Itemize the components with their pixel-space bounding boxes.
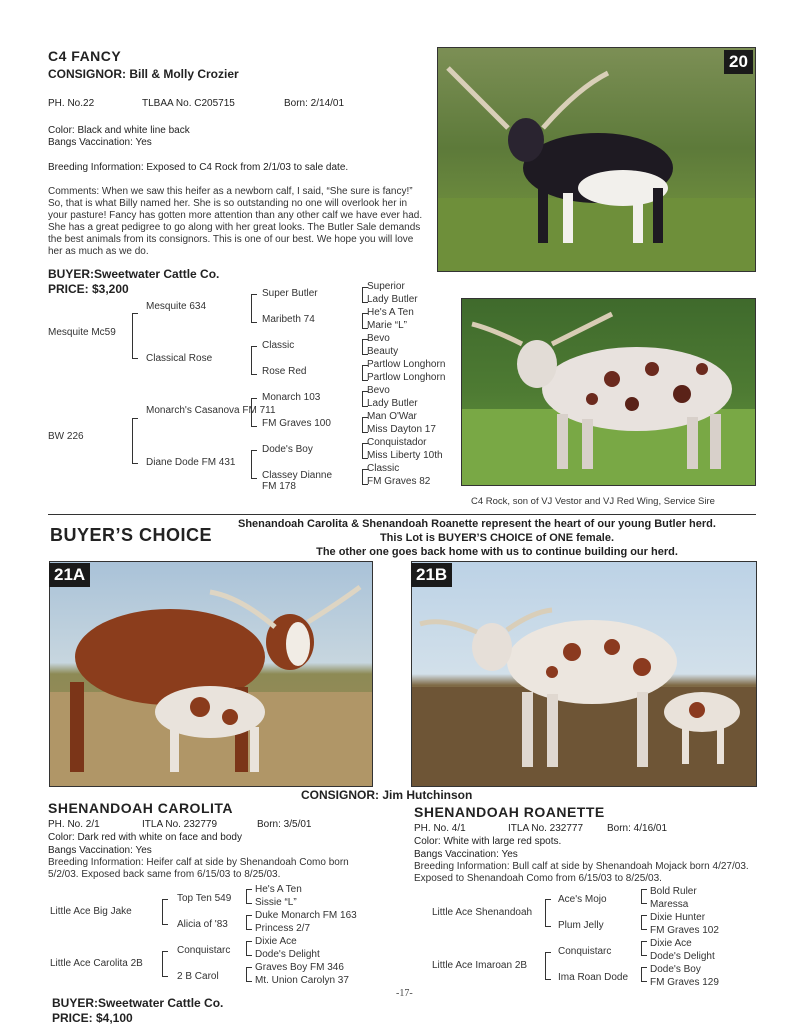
service-sire-caption: C4 Rock, son of VJ Vestor and VJ Red Wing, Service Sire — [471, 496, 715, 507]
bracket — [545, 899, 551, 927]
pedigree-g1: Alicia of '83 — [177, 919, 228, 930]
service-sire-photo — [461, 298, 756, 486]
pedigree-dam: BW 226 — [48, 431, 84, 442]
pedigree-g3: Lady Butler — [367, 398, 418, 409]
bracket — [641, 941, 647, 956]
pedigree-g3: Miss Dayton 17 — [367, 424, 436, 435]
lot21a-title: SHENANDOAH CAROLITA — [48, 800, 234, 816]
lot21b-born: Born: 4/16/01 — [607, 823, 668, 834]
bracket — [251, 398, 257, 427]
pedigree-g2: Dode's Boy — [262, 444, 313, 455]
pedigree-g3: FM Graves 82 — [367, 476, 431, 487]
lot21a-itla: ITLA No. 232779 — [142, 819, 218, 830]
bracket — [641, 889, 647, 904]
pedigree-g3: Miss Liberty 10th — [367, 450, 443, 461]
pedigree-g3: Bevo — [367, 333, 390, 344]
bracket — [246, 889, 252, 904]
lot21b-bangs: Bangs Vaccination: Yes — [414, 849, 518, 860]
pedigree-g1: Ace's Mojo — [558, 894, 607, 905]
pedigree-g2: Mt. Union Carolyn 37 — [255, 975, 349, 986]
pedigree-g3: Classic — [367, 463, 400, 474]
lot21a-bangs: Bangs Vaccination: Yes — [48, 845, 152, 856]
pedigree-g2: Graves Boy FM 346 — [255, 962, 344, 973]
pedigree-g2: Dode's Boy — [650, 964, 701, 975]
pedigree-g3: Marie “L” — [367, 320, 408, 331]
bracket — [246, 967, 252, 982]
bracket — [162, 951, 168, 977]
lot20-comments: Comments: When we saw this heifer as a newborn calf, I said, “She sure is fancy!” So, that is what Billy named her. She is so outstanding no one will overlook her in your pasture! Fancy has gotten more attention than any other calf we have ever had. She has a great pedigree to go along with her great looks. The Butler Sale demands the best animals from its consignors. This is one of our best. We hope you will love her as much as we do. — [48, 186, 423, 257]
lot21b-ph: PH. No. 4/1 — [414, 823, 466, 834]
pedigree-g2: Monarch 103 — [262, 392, 321, 403]
pedigree-g3: Man O'War — [367, 411, 417, 422]
pedigree-g3: Partlow Longhorn — [367, 372, 446, 383]
pedigree-dam: Little Ace Imaroan 2B — [432, 960, 528, 971]
pedigree-g2: Classic — [262, 340, 295, 351]
pedigree-g2: Rose Red — [262, 366, 307, 377]
pedigree-g2: FM Graves 100 — [262, 418, 331, 429]
bracket — [545, 952, 551, 980]
pedigree-g2: Sissie “L” — [255, 897, 297, 908]
pedigree-g2: Dixie Ace — [255, 936, 297, 947]
lot21a-color: Color: Dark red with white on face and body — [48, 832, 242, 843]
choice-line1: Shenandoah Carolita & Shenandoah Roanette represent the heart of our young Butler herd. — [238, 518, 716, 530]
bracket — [162, 899, 168, 925]
pedigree-g1: Mesquite 634 — [146, 301, 207, 312]
lot21a-breeding: Breeding Information: Heifer calf at side by Shenandoah Como born 5/2/03. Exposed back same from 6/15/03 to 8/25/03. — [48, 857, 349, 880]
pedigree-g1: Top Ten 549 — [177, 893, 232, 904]
pedigree-g3: Superior — [367, 281, 405, 292]
pedigree-g2: Dixie Hunter — [650, 912, 706, 923]
pedigree-g3: Bevo — [367, 385, 390, 396]
pedigree-g1: Monarch's Casanova FM 711 — [146, 405, 276, 416]
lot21b-itla: ITLA No. 232777 — [508, 823, 584, 834]
black-white-heifer-image — [438, 48, 755, 271]
pedigree-g1: 2 B Carol — [177, 971, 219, 982]
pedigree-g1: Conquistarc — [558, 946, 612, 957]
lot20-badge: 20 — [724, 50, 753, 74]
section-divider — [48, 514, 756, 515]
pedigree-g2: FM Graves 129 — [650, 977, 719, 988]
pedigree-g2: Bold Ruler — [650, 886, 697, 897]
bracket — [641, 915, 647, 930]
pedigree-g1: Plum Jelly — [558, 920, 604, 931]
pedigree-g2: Classey Dianne FM 178 — [262, 470, 333, 492]
pedigree-g2: Dode's Delight — [255, 949, 320, 960]
pedigree-g1: Classical Rose — [146, 353, 213, 364]
choice-line3: The other one goes back home with us to continue building our herd. — [316, 546, 678, 558]
pedigree-g3: Partlow Longhorn — [367, 359, 446, 370]
bracket — [246, 941, 252, 956]
choice-consignor: CONSIGNOR: Jim Hutchinson — [301, 788, 473, 802]
pedigree-g1: Conquistarc — [177, 945, 231, 956]
choice-line2: This Lot is BUYER’S CHOICE of ONE female. — [379, 532, 615, 544]
lot20-born: Born: 2/14/01 — [284, 98, 345, 109]
lot21a-buyer: BUYER:Sweetwater Cattle Co. — [52, 996, 224, 1010]
lot20-breeding: Breeding Information: Exposed to C4 Rock from 2/1/03 to sale date. — [48, 162, 349, 173]
pedigree-g2: He's A Ten — [255, 884, 302, 895]
lot20-title: C4 FANCY — [48, 48, 122, 64]
lot21a-badge: 21A — [49, 563, 90, 587]
red-cow-with-calf-image — [50, 562, 372, 786]
bracket — [132, 313, 138, 359]
pedigree-dam: Little Ace Carolita 2B — [50, 958, 143, 969]
buyers-choice-heading: BUYER’S CHOICE — [50, 525, 213, 545]
lot20-bangs: Bangs Vaccination: Yes — [48, 137, 152, 148]
pedigree-sire: Little Ace Shenandoah — [432, 907, 533, 918]
lot21a-price: PRICE: $4,100 — [52, 1011, 133, 1025]
pedigree-g2: Duke Monarch FM 163 — [255, 910, 357, 921]
pedigree-g3: He's A Ten — [367, 307, 414, 318]
bracket — [246, 915, 252, 930]
pedigree-g2: Super Butler — [262, 288, 318, 299]
lot20-price: PRICE: $3,200 — [48, 282, 129, 296]
pedigree-sire: Little Ace Big Jake — [50, 906, 132, 917]
c4-rock-bull-image — [462, 299, 755, 485]
pedigree-g2: Maressa — [650, 899, 689, 910]
lot20-color: Color: Black and white line back — [48, 125, 190, 136]
lot21b-title: SHENANDOAH ROANETTE — [414, 804, 605, 820]
lot21b-breeding: Breeding Information: Bull calf at side by Shenandoah Mojack born 4/27/03. Exposed to Shenandoah Como from 6/15/03 to 8/25/03. — [414, 861, 749, 884]
bracket — [251, 346, 257, 375]
pedigree-g2: Princess 2/7 — [255, 923, 311, 934]
lot21b-color: Color: White with large red spots. — [414, 836, 562, 847]
lot20-buyer: BUYER:Sweetwater Cattle Co. — [48, 267, 220, 281]
pedigree-g3: Conquistador — [367, 437, 427, 448]
pedigree-g2: Maribeth 74 — [262, 314, 315, 325]
pedigree-g2: FM Graves 102 — [650, 925, 719, 936]
lot20-photo — [437, 47, 756, 272]
pedigree-g3: Lady Butler — [367, 294, 418, 305]
bracket — [641, 967, 647, 982]
page-number: -17- — [396, 988, 413, 999]
pedigree-g1: Ima Roan Dode — [558, 972, 629, 983]
pedigree-sire: Mesquite Mc59 — [48, 327, 116, 338]
pedigree-g3: Beauty — [367, 346, 399, 357]
lot20-consignor: CONSIGNOR: Bill & Molly Crozier — [48, 67, 239, 81]
lot20-ph: PH. No.22 — [48, 98, 95, 109]
pedigree-g2: Dode's Delight — [650, 951, 715, 962]
lot21b-badge: 21B — [411, 563, 452, 587]
bracket — [251, 294, 257, 323]
pedigree-g2: Dixie Ace — [650, 938, 692, 949]
lot21b-photo — [411, 561, 757, 787]
pedigree-g1: Diane Dode FM 431 — [146, 457, 236, 468]
bracket — [251, 450, 257, 479]
lot21a-born: Born: 3/5/01 — [257, 819, 312, 830]
roan-cow-with-calf-image — [412, 562, 756, 786]
lot20-tlbaa: TLBAA No. C205715 — [142, 98, 235, 109]
bracket — [132, 418, 138, 464]
lot21a-photo — [49, 561, 373, 787]
lot21a-ph: PH. No. 2/1 — [48, 819, 100, 830]
